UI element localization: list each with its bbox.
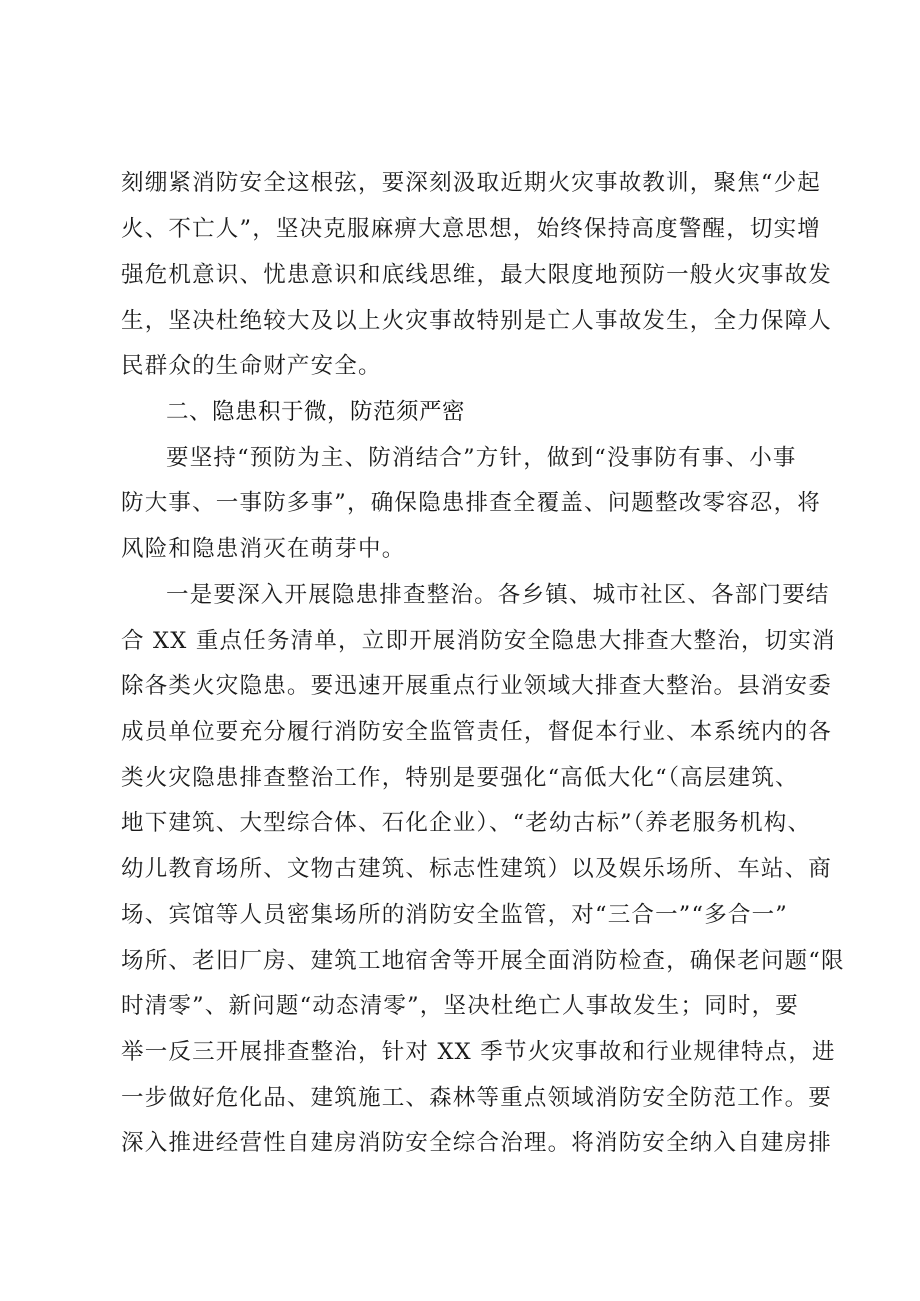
paragraph-3-line-8: 场、宾馆等人员密集场所的消防安全监管，对“三合一”“多合一” [121, 902, 789, 928]
paragraph-3-line-3: 除各类火灾隐患。要迅速开展重点行业领域大排查大整治。县消安委 [121, 673, 833, 699]
paragraph-3-line-11: 举一反三开展排查整治，针对 XX 季节火灾事故和行业规律特点，进 [121, 1039, 836, 1065]
paragraph-3-line-1: 一是要深入开展隐患排查整治。各乡镇、城市社区、各部门要结 [166, 582, 830, 608]
paragraph-3-line-7: 幼儿教育场所、文物古建筑、标志性建筑）以及娱乐场所、车站、商 [121, 856, 833, 882]
paragraph-3-line-6: 地下建筑、大型综合体、石化企业）、“老幼古标”（养老服务机构、 [121, 810, 812, 836]
paragraph-3-line-10: 时清零”、新问题“动态清零”，坚决杜绝亡人事故发生；同时，要 [121, 993, 800, 1019]
paragraph-3-line-5: 类火灾隐患排查整治工作，特别是要强化“高低大化“（高层建筑、 [121, 765, 799, 791]
paragraph-3-line-13: 深入推进经营性自建房消防安全综合治理。将消防安全纳入自建房排 [121, 1130, 833, 1156]
paragraph-1-line-2: 火、不亡人”，坚决克服麻痹大意思想，始终保持高度警醒，切实增 [121, 216, 822, 242]
paragraph-1-line-5: 民群众的生命财产安全。 [121, 353, 382, 379]
paragraph-1-line-1: 刻绷紧消防安全这根弦，要深刻汲取近期火灾事故教训，聚焦“少起 [121, 170, 822, 196]
paragraph-3-line-12: 一步做好危化品、建筑施工、森林等重点领域消防安全防范工作。要 [121, 1085, 833, 1111]
paragraph-3-line-4: 成员单位要充分履行消防安全监管责任，督促本行业、本系统内的各 [121, 719, 833, 745]
paragraph-2-line-1: 要坚持“预防为主、防消结合”方针，做到“没事防有事、小事 [166, 445, 797, 471]
paragraph-3-line-9: 场所、老旧厂房、建筑工地宿舍等开展全面消防检查，确保老问题“限 [121, 948, 845, 974]
paragraph-3-line-2: 合 XX 重点任务清单，立即开展消防安全隐患大排查大整治，切实消 [121, 628, 836, 654]
paragraph-2-line-2: 防大事、一事防多事”，确保隐患排查全覆盖、问题整改零容忍，将 [121, 490, 822, 516]
paragraph-2-line-3: 风险和隐患消灭在萌芽中。 [121, 536, 406, 562]
paragraph-1-line-4: 生，坚决杜绝较大及以上火灾事故特别是亡人事故发生，全力保障人 [121, 308, 833, 334]
section-heading: 二、隐患积于微，防范须严密 [166, 399, 466, 425]
paragraph-1-line-3: 强危机意识、忧患意识和底线思维，最大限度地预防一般火灾事故发 [121, 262, 833, 288]
